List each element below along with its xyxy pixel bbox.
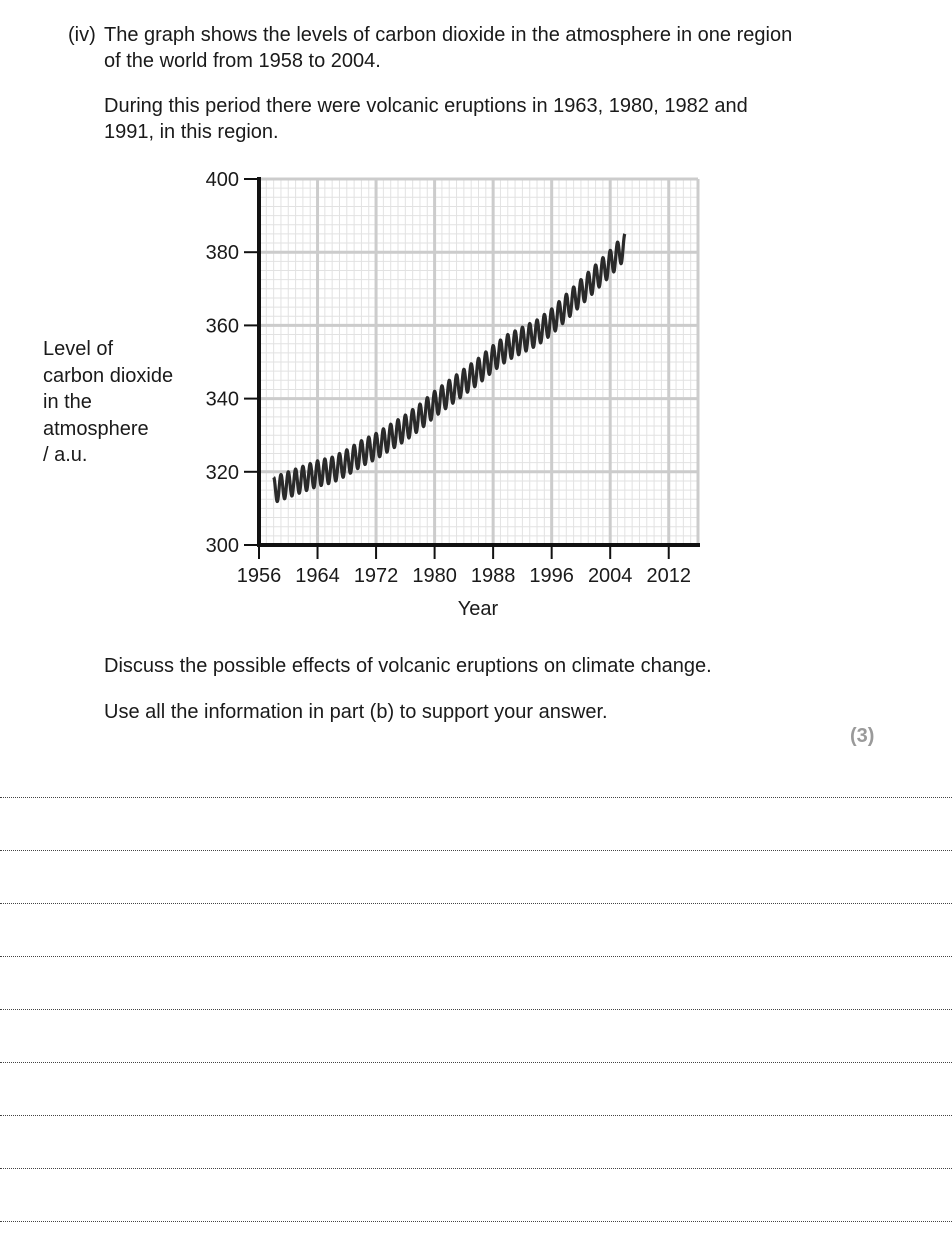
answer-line[interactable] bbox=[0, 1221, 952, 1222]
answer-line[interactable] bbox=[0, 1009, 952, 1010]
answer-line[interactable] bbox=[0, 1062, 952, 1063]
y-tick-label: 320 bbox=[205, 461, 239, 484]
use-information-instruction: Use all the information in part (b) to support your answer. bbox=[104, 701, 608, 723]
x-tick-label: 1996 bbox=[529, 565, 574, 587]
answer-line[interactable] bbox=[0, 1168, 952, 1169]
y-axis-label-line: / a.u. bbox=[43, 444, 88, 466]
question-number: (iv) bbox=[68, 24, 96, 46]
x-tick-label: 1980 bbox=[412, 565, 457, 587]
x-tick-label: 1964 bbox=[295, 565, 340, 587]
x-tick-label: 2012 bbox=[646, 565, 691, 587]
question-intro-line1: The graph shows the levels of carbon dioxide in the atmosphere in one region bbox=[104, 24, 793, 46]
y-axis-label-line: atmosphere bbox=[43, 417, 149, 440]
x-tick-label: 1972 bbox=[353, 565, 399, 587]
eruptions-text-line1: During this period there were volcanic eruptions in 1963, 1980, 1982 and bbox=[104, 95, 748, 117]
answer-line[interactable] bbox=[0, 903, 952, 904]
x-axis-label: Year bbox=[457, 598, 499, 620]
y-axis-label-line: Level of bbox=[43, 338, 114, 360]
y-tick-label: 360 bbox=[205, 315, 239, 338]
x-tick-label: 1988 bbox=[470, 565, 516, 587]
x-tick-label: 2004 bbox=[587, 565, 633, 587]
answer-line[interactable] bbox=[0, 797, 952, 798]
marks-indicator: (3) bbox=[850, 725, 875, 747]
chart-ticks bbox=[206, 169, 691, 587]
question-intro-line2: of the world from 1958 to 2004. bbox=[104, 50, 381, 72]
x-tick-label: 1956 bbox=[236, 565, 282, 587]
y-tick-label: 380 bbox=[205, 242, 239, 265]
answer-line[interactable] bbox=[0, 850, 952, 851]
y-axis-label-line: carbon dioxide bbox=[43, 364, 174, 387]
eruptions-text-line2: 1991, in this region. bbox=[104, 121, 279, 143]
answer-line[interactable] bbox=[0, 1115, 952, 1116]
y-axis-label-line: in the bbox=[43, 391, 92, 413]
y-tick-label: 340 bbox=[205, 388, 239, 411]
y-tick-label: 400 bbox=[205, 169, 239, 191]
discuss-instruction: Discuss the possible effects of volcanic eruptions on climate change. bbox=[104, 655, 712, 677]
answer-line[interactable] bbox=[0, 956, 952, 957]
y-tick-label: 300 bbox=[205, 535, 239, 557]
